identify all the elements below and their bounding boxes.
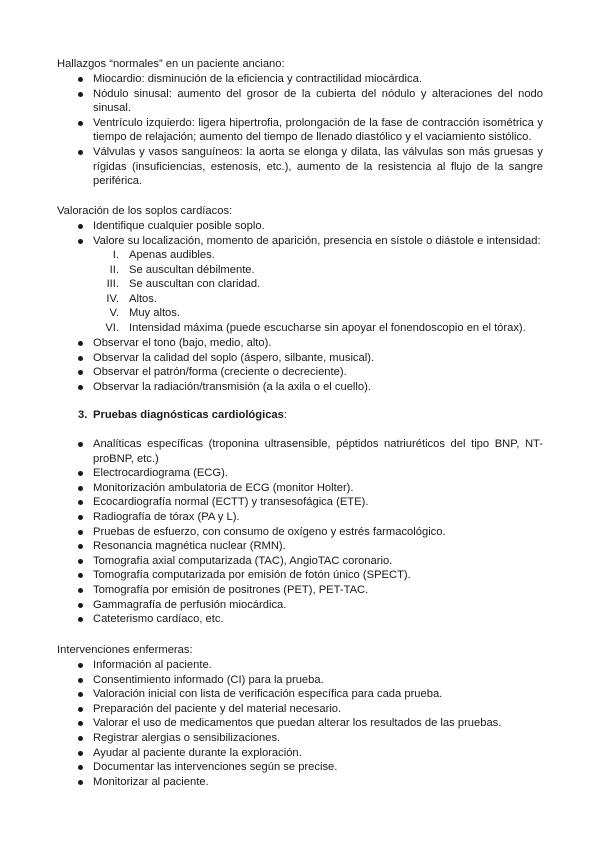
bullet-icon: [78, 663, 83, 668]
list-item: Radiografía de tórax (PA y L).: [0, 510, 600, 525]
bullet-icon: [78, 530, 83, 535]
list-item: Monitorización ambulatoria de ECG (monitor Holter).: [0, 481, 600, 496]
list-item: Valore su localización, momento de aparición, presencia en sístole o diástole e intensidad:: [0, 234, 600, 249]
intensity-item: V. Muy altos.: [109, 307, 180, 320]
list-item: Valoración inicial con lista de verificación específica para cada prueba.: [0, 687, 600, 702]
list-item: Válvulas y vasos sanguíneos: la aorta se elonga y dilata, las válvulas son más gruesas y rígidas (insuficiencias, estenosis, etc.), aumento de la resistencia al flujo de la sangre periférica.: [0, 145, 600, 189]
bullet-icon: [78, 751, 83, 756]
murmurs-heading: Valoración de los soplos cardíacos:: [57, 205, 233, 217]
normal-findings-heading: Hallazgos “normales” en un paciente anciano:: [57, 58, 285, 70]
list-item: Nódulo sinusal: aumento del grosor de la cubierta del nódulo y alteraciones del nodo sinusal.: [0, 87, 600, 116]
bullet-icon: [78, 780, 83, 785]
bullet-icon: [78, 150, 83, 155]
bullet-icon: [78, 77, 83, 82]
bullet-icon: [78, 678, 83, 683]
bullet-icon: [78, 92, 83, 97]
bullet-icon: [78, 707, 83, 712]
murmurs-list: [0, 219, 600, 248]
bullet-icon: [78, 692, 83, 697]
list-item: Documentar las intervenciones según se precise.: [0, 760, 600, 775]
intensity-item: III. Se auscultan con claridad.: [106, 278, 261, 291]
list-item: Cateterismo cardíaco, etc.: [0, 612, 600, 627]
diagnostic-tests-list: [0, 437, 600, 627]
intensity-scale-list: [0, 248, 600, 336]
bullet-icon: [78, 736, 83, 741]
bullet-icon: [78, 500, 83, 505]
list-item: Identifique cualquier posible soplo.: [0, 219, 600, 234]
list-item: Preparación del paciente y del material necesario.: [0, 702, 600, 717]
intensity-item: II. Se auscultan débilmente.: [109, 263, 255, 276]
list-item: Resonancia magnética nuclear (RMN).: [0, 539, 600, 554]
list-item: Información al paciente.: [0, 658, 600, 673]
bullet-icon: [78, 471, 83, 476]
list-item: Tomografía computarizada por emisión de fotón único (SPECT).: [0, 568, 600, 583]
list-item: Observar la radiación/transmisión (a la axila o el cuello).: [0, 380, 600, 395]
list-item: Ecocardiografía normal (ECTT) y transesofágica (ETE).: [0, 495, 600, 510]
bullet-icon: [78, 442, 83, 447]
bullet-icon: [78, 486, 83, 491]
nursing-heading: Intervenciones enfermeras:: [57, 644, 193, 656]
list-item: Gammagrafía de perfusión miocárdica.: [0, 598, 600, 613]
bullet-icon: [78, 356, 83, 361]
intensity-item: IV. Altos.: [106, 292, 157, 305]
bullet-icon: [78, 573, 83, 578]
list-item: Miocardio: disminución de la eficiencia y contractilidad miocárdica.: [0, 72, 600, 87]
bullet-icon: [78, 721, 83, 726]
list-item: Observar la calidad del soplo (áspero, silbante, musical).: [0, 351, 600, 366]
bullet-icon: [78, 385, 83, 390]
normal-findings-list: [0, 72, 600, 189]
list-item: Ventrículo izquierdo: ligera hipertrofia, prolongación de la fase de contracción isométrica y tiempo de relajación; aumento del tiempo de llenado diastólico y el vaciamiento sistólico.: [0, 116, 600, 145]
list-item: Ayudar al paciente durante la exploración.: [0, 746, 600, 761]
bullet-icon: [78, 515, 83, 520]
section-title: 3. Pruebas diagnósticas cardiológicas:: [78, 409, 287, 421]
list-item: Monitorizar al paciente.: [0, 775, 600, 790]
list-item: Observar el tono (bajo, medio, alto).: [0, 336, 600, 351]
bullet-icon: [78, 588, 83, 593]
list-item: Tomografía axial computarizada (TAC), AngioTAC coronario.: [0, 554, 600, 569]
nursing-list: [0, 658, 600, 789]
bullet-icon: [78, 544, 83, 549]
bullet-icon: [78, 617, 83, 622]
list-item: Registrar alergias o sensibilizaciones.: [0, 731, 600, 746]
murmurs-observe-list: [0, 336, 600, 394]
list-item: Electrocardiograma (ECG).: [0, 466, 600, 481]
bullet-icon: [78, 765, 83, 770]
list-item: Analíticas específicas (troponina ultrasensible, péptidos natriuréticos del tipo BNP, NT-proBNP, etc.): [0, 437, 600, 466]
bullet-icon: [78, 239, 83, 244]
list-item: Pruebas de esfuerzo, con consumo de oxígeno y estrés farmacológico.: [0, 525, 600, 540]
bullet-icon: [78, 559, 83, 564]
bullet-icon: [78, 341, 83, 346]
intensity-item: VI. Intensidad máxima (puede escucharse sin apoyar el fonendoscopio en el tórax).: [105, 321, 526, 334]
intensity-item: I. Apenas audibles.: [112, 249, 215, 261]
bullet-icon: [78, 121, 83, 126]
list-item: Valorar el uso de medicamentos que puedan alterar los resultados de las pruebas.: [0, 716, 600, 731]
list-item: Consentimiento informado (CI) para la prueba.: [0, 673, 600, 688]
list-item: Observar el patrón/forma (creciente o decreciente).: [0, 365, 600, 380]
bullet-icon: [78, 603, 83, 608]
list-item: Tomografía por emisión de positrones (PET), PET-TAC.: [0, 583, 600, 598]
bullet-icon: [78, 224, 83, 229]
bullet-icon: [78, 370, 83, 375]
